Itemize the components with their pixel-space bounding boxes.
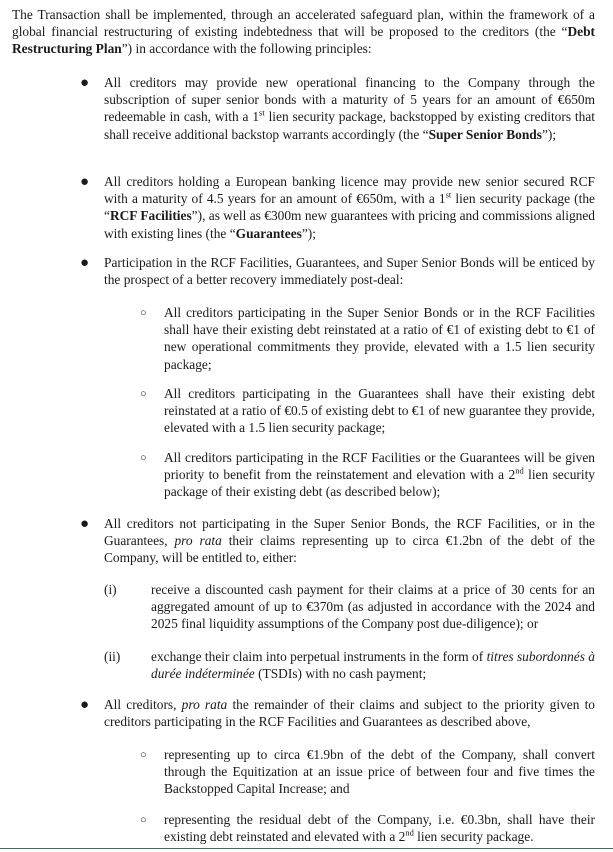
bullet-icon: ● bbox=[80, 697, 90, 713]
bullet-3-sub-3: All creditors participating in the RCF Facilities or the Guarantees will be given priority to benefit from the reinstatement and elevation with a 2nd lien security package of their existing debt (as described below); bbox=[164, 450, 595, 500]
bullet-icon: ● bbox=[80, 174, 90, 190]
bullet-4-paragraph: All creditors not participating in the Super Senior Bonds, the RCF Facilities, or in the Guarantees, pro rata their claims representing up to circa €1.2bn of the debt of the Company, will be entitled to, either: bbox=[104, 516, 595, 566]
list-number-ii: (ii) bbox=[104, 649, 121, 664]
bullet-3-sub-2: All creditors participating in the Guarantees shall have their existing debt reinstated at a ratio of €0.5 of existing debt to €1 of new guarantee they provide, elevated with a 1.5 lien security package; bbox=[164, 386, 595, 436]
sub-bullet-icon: ○ bbox=[140, 814, 147, 826]
bullet-5-sub-2: representing the residual debt of the Company, i.e. €0.3bn, shall have their existing debt reinstated and elevated with a 2nd lien security package. bbox=[164, 812, 595, 845]
defined-term-guarantees: Guarantees bbox=[235, 225, 302, 241]
sub-bullet-icon: ○ bbox=[140, 307, 147, 319]
bullet-icon: ● bbox=[80, 75, 90, 91]
intro-defined-term: Debt Restructuring Plan bbox=[12, 24, 595, 57]
bullet-4-item-ii: exchange their claim into perpetual instruments in the form of titres subordonnés à durée indéterminée (TSDIs) with no cash payment; bbox=[151, 649, 595, 682]
intro-paragraph bbox=[12, 6, 595, 58]
intro-text-2: ”) in accordance with the following principles: bbox=[121, 41, 372, 57]
page-bottom-rule bbox=[0, 848, 613, 849]
sub-bullet-icon: ○ bbox=[140, 452, 147, 464]
bullet-3-paragraph: Participation in the RCF Facilities, Guarantees, and Super Senior Bonds will be enticed by the prospect of a better recovery immediately post-deal: bbox=[104, 255, 595, 288]
list-number-i: (i) bbox=[104, 582, 117, 597]
bullet-4-item-i: receive a discounted cash payment for their claims at a price of 30 cents for an aggregated amount of up to €370m (as adjusted in accordance with the 2024 and 2025 final liquidity assumptions of the Company post due-diligence); or bbox=[151, 582, 595, 632]
sub-bullet-icon: ○ bbox=[140, 749, 147, 761]
bullet-1-paragraph: All creditors may provide new operational financing to the Company through the subscription of super senior bonds with a maturity of 5 years for an amount of €650m redeemable in cash, with a 1st lien security package, backstopped by existing creditors that shall receive additional backstop warrants accordingly (the “Super Senior Bonds”); bbox=[104, 75, 595, 142]
sub-bullet-icon: ○ bbox=[140, 388, 147, 400]
bullet-icon: ● bbox=[80, 516, 90, 532]
bullet-3-sub-1: All creditors participating in the Super Senior Bonds or in the RCF Facilities shall have their existing debt reinstated at a ratio of €1 of existing debt to €1 of new operational commitments they provide, elevated with a 1.5 lien security package; bbox=[164, 305, 595, 372]
intro-text-1: The Transaction shall be implemented, through an accelerated safeguard plan, within the framework of a global financial restructuring of existing indebtedness that will be proposed to the creditors (the “ bbox=[12, 7, 595, 40]
defined-term-rcf-facilities: RCF Facilities bbox=[109, 208, 192, 224]
bullet-icon: ● bbox=[80, 255, 90, 271]
bullet-5-sub-1: representing up to circa €1.9bn of the debt of the Company, shall convert through the Equitization at an issue price of between four and five times the Backstopped Capital Increase; and bbox=[164, 747, 595, 797]
bullet-2-paragraph: All creditors holding a European banking licence may provide new senior secured RCF with a maturity of 4.5 years for an amount of €650m, with a 1st lien security package (the “RCF Facilities”), as well as €300m new guarantees with pricing and commissions aligned with existing lines (the “Guarantees”); bbox=[104, 174, 595, 241]
defined-term-super-senior-bonds: Super Senior Bonds bbox=[428, 126, 542, 142]
bullet-5-paragraph: All creditors, pro rata the remainder of their claims and subject to the priority given to creditors participating in the RCF Facilities and Guarantees as described above, bbox=[104, 697, 595, 730]
